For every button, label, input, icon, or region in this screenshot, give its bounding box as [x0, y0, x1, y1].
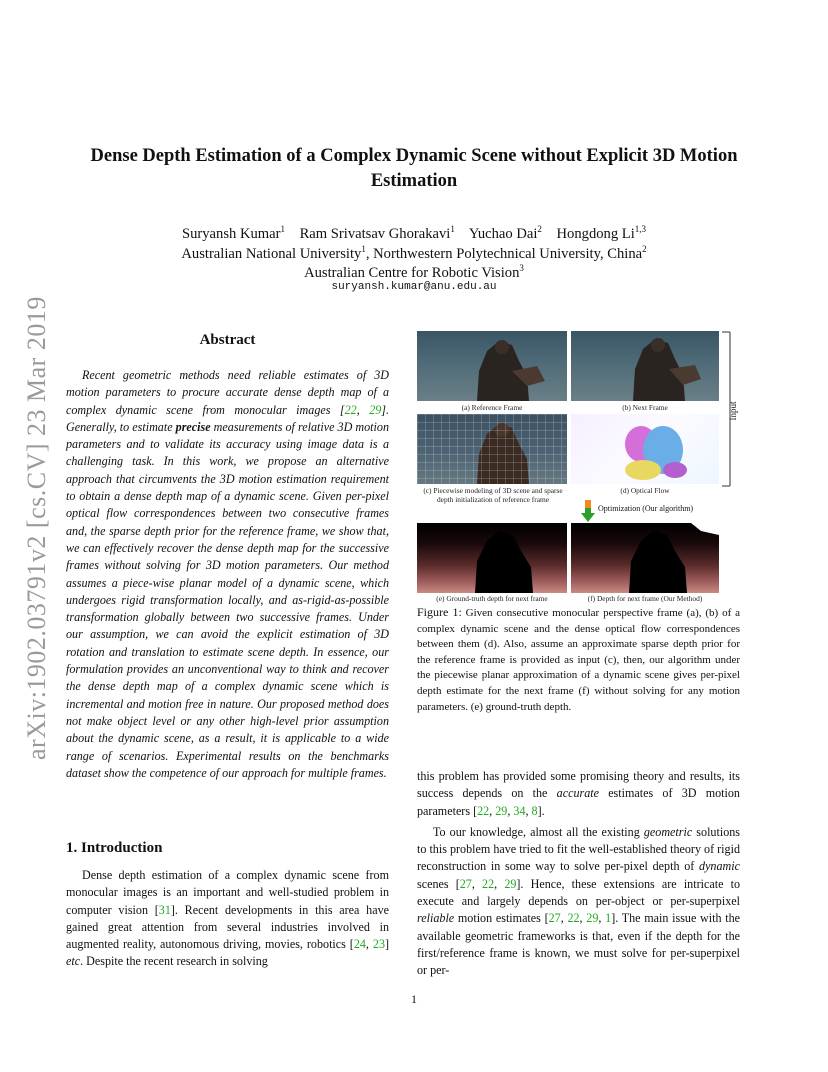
- figure-label-d: (d) Optical Flow: [620, 486, 670, 495]
- abstract-paragraph: [66, 367, 389, 782]
- text-run: ,: [471, 876, 483, 891]
- text-run: ]. Hence, these extensions are intricate to execute and largely depends on per-object or per-superpixel: [417, 876, 740, 909]
- text-run: ,: [365, 937, 373, 952]
- citation-link[interactable]: 22: [477, 803, 490, 818]
- introduction-body: [66, 867, 389, 971]
- citation-link[interactable]: 29: [369, 402, 382, 417]
- emphasis-italic: accurate: [556, 786, 599, 801]
- author-affiliation-mark: 2: [537, 224, 542, 234]
- text-run: To our knowledge, almost all the existing: [433, 824, 644, 839]
- affiliation-nwpu: , Northwestern Polytechnical University, China: [365, 245, 643, 262]
- text-run: measurements of relative 3D motion parameters and to validate its accuracy using image data is a challenging task. In this work, we propose an alternative approach that circumvents the 3D motion estimation requirement to obtain a dense depth map of a dynamic scene. Given per-pixel optical flow correspondences between two consecutive frames and, the sparse depth prior for the reference frame, we show that, we can effectively recover the dense depth map for the successive frames without solving for 3D motion parameters. Our method assumes a piece-wise planar model of a dynamic scene, which undergoes rigid transformation locally, and as-rigid-as-possible transformation globally between two successive frames. Under our assumption, we can avoid the explicit estimation of 3D rotation and translation to estimate scene depth. In essence, our formulation provides an unconventional way to think and recover the dense depth map of a complex dynamic scene which is incremental and motion free in nature. Our proposed method does not make object level or any other high-level prior assumption about the dynamic scene, as a result, it is applicable to a wide range of scenarios. Experimental results on the benchmarks dataset show the competence of our approach for multiple frames.: [66, 419, 389, 780]
- text-run: ,: [494, 876, 505, 891]
- emphasis-italic: etc: [66, 954, 81, 969]
- author-email[interactable]: suryansh.kumar@anu.edu.au: [331, 281, 497, 293]
- author-name: Yuchao Dai: [468, 225, 538, 242]
- text-run: scenes [: [417, 876, 460, 891]
- abstract-body: [66, 367, 389, 782]
- text-run: ,: [598, 911, 606, 926]
- figure-label-f: (f) Depth for next frame (Our Method): [587, 594, 703, 603]
- scene-silhouette: [571, 331, 719, 401]
- body-paragraph: [417, 768, 740, 820]
- optical-flow-visualization: [571, 414, 719, 484]
- affiliation-line-2: [60, 259, 768, 283]
- citation-link[interactable]: 8: [531, 803, 538, 818]
- citation-link[interactable]: 29: [495, 803, 508, 818]
- affiliation-mark: 3: [519, 263, 524, 273]
- figure-1-caption: [417, 605, 740, 715]
- depth-silhouette: [417, 523, 567, 593]
- text-run: ]: [384, 937, 390, 952]
- text-run: estimates of 3D motion parameters [: [417, 786, 740, 818]
- affiliation-acrv: Australian Centre for Robotic Vision: [304, 264, 520, 281]
- text-run: ]. The main issue with the available geometric frameworks is that, even if the depth for the first/reference frame is known, we must solve for per-superpixel or per-: [417, 911, 741, 978]
- figure-panel-our-depth: [571, 523, 719, 593]
- introduction-paragraph: [66, 867, 389, 971]
- citation-link[interactable]: 22: [567, 911, 580, 926]
- text-run: ]. Generally, to estimate: [66, 402, 390, 434]
- citation-link[interactable]: 29: [586, 911, 599, 926]
- abstract-heading: Abstract: [199, 332, 256, 348]
- author-name: Hongdong Li: [556, 225, 635, 242]
- emphasis-italic: geometric: [643, 824, 693, 839]
- affiliation-mark: 2: [642, 244, 647, 254]
- author-affiliation-mark: 1: [450, 224, 455, 234]
- citation-link[interactable]: 1: [605, 911, 612, 926]
- optimization-arrow-icon: [581, 500, 595, 522]
- emphasis-bold: precise: [175, 419, 211, 434]
- optimization-label: Optimization (Our algorithm): [598, 504, 694, 513]
- citation-link[interactable]: 22: [482, 876, 495, 891]
- text-run: ]. Recent developments in this area have gained great attention from several industries involved in augmented reality, autonomous driving, movies, robotics [: [66, 902, 389, 952]
- depth-silhouette: [571, 523, 719, 593]
- text-run: ,: [525, 803, 532, 818]
- right-column-body: [417, 768, 740, 980]
- author-affiliation-mark: 1,3: [634, 224, 647, 234]
- figure-label-a: (a) Reference Frame: [461, 403, 523, 412]
- figure-panel-ground-truth-depth: [417, 523, 567, 593]
- citation-link[interactable]: 29: [504, 876, 517, 891]
- scene-silhouette: [417, 331, 567, 401]
- text-run: ,: [560, 911, 568, 926]
- text-run: Recent geometric methods need reliable estimates of 3D motion parameters to procure accurate dense depth map of a complex dynamic scene from monocular images [: [66, 368, 389, 417]
- citation-link[interactable]: 31: [158, 902, 171, 917]
- text-run: ,: [507, 803, 514, 818]
- citation-link[interactable]: 24: [353, 937, 366, 952]
- figure-panel-optical-flow: [571, 414, 719, 484]
- input-label: Input: [728, 401, 738, 421]
- citation-link[interactable]: 22: [344, 402, 357, 417]
- figure-panel-next-frame: [571, 331, 719, 401]
- author-name: Suryansh Kumar: [181, 225, 281, 242]
- citation-link[interactable]: 27: [459, 876, 472, 891]
- affiliation-mark: 1: [361, 244, 366, 254]
- figure-caption-label: Figure 1:: [417, 605, 462, 619]
- figure-panel-piecewise-model: [417, 414, 567, 484]
- text-run: ,: [579, 911, 587, 926]
- figure-label-c: (c) Piecewise modeling of 3D scene and sparse depth initialization of reference frame: [423, 486, 563, 504]
- text-run: ,: [356, 402, 370, 417]
- author-affiliation-mark: 1: [280, 224, 285, 234]
- citation-link[interactable]: 23: [372, 937, 385, 952]
- citation-link[interactable]: 27: [548, 911, 561, 926]
- emphasis-italic: dynamic: [699, 859, 740, 874]
- figure-panel-reference-frame: [417, 331, 567, 401]
- figure-label-e: (e) Ground-truth depth for next frame: [436, 594, 548, 603]
- text-run: this problem has provided some promising theory and results, its success depends on the: [417, 769, 740, 801]
- affiliation-anu: Australian National University: [181, 245, 362, 262]
- figure-label-b: (b) Next Frame: [622, 403, 668, 412]
- text-run: ].: [537, 803, 545, 818]
- citation-link[interactable]: 34: [513, 803, 526, 818]
- text-run: . Despite the recent research in solving: [80, 954, 268, 969]
- author-name: Ram Srivatsav Ghorakavi: [299, 225, 451, 242]
- section-heading-introduction: 1. Introduction: [66, 840, 163, 856]
- figure-caption-text: Given consecutive monocular perspective frame (a), (b) of a complex dynamic scene and the dense optical flow correspondences between them (d). Also, assume an approximate sparse depth prior for the reference frame is provided as input (c), then, our algorithm under the piecewise planar approximation of a dynamic scene gives per-pixel depth estimate for the next frame (f) without solving for any motion parameters. (e) ground-truth depth.: [417, 607, 740, 713]
- emphasis-italic: reliable: [417, 911, 455, 926]
- text-run: motion estimates [: [454, 911, 549, 926]
- page-number: 1: [411, 992, 417, 1006]
- text-run: ,: [489, 803, 496, 818]
- text-run: Dense depth estimation of a complex dynamic scene from monocular images is an important and well-studied problem in computer vision [: [66, 868, 389, 917]
- arxiv-stamp: arXiv:1902.03791v2 [cs.CV] 23 Mar 2019: [22, 296, 51, 760]
- paper-title: Dense Depth Estimation of a Complex Dynamic Scene without Explicit 3D Motion Estimation: [90, 146, 738, 191]
- text-run: solutions to this problem have tried to fit the well-established theory of rigid reconstruction in some way to solve per-pixel depth of: [417, 824, 740, 874]
- body-paragraph: [417, 824, 740, 980]
